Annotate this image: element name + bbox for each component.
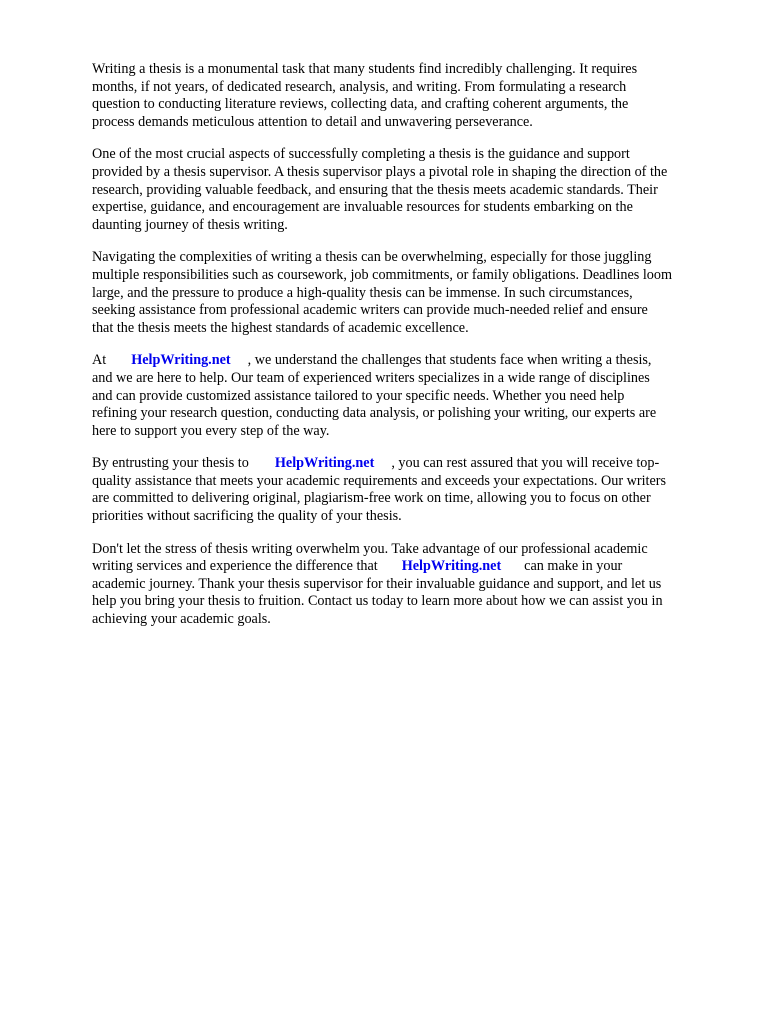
- text-line: here to support you every step of the way.: [92, 422, 330, 439]
- paragraph-at-helpwriting: [92, 352, 732, 440]
- text-line: that the thesis meets the highest standards of academic excellence.: [92, 319, 469, 336]
- text-fragment: , we understand the challenges that students face when writing a thesis,: [247, 352, 652, 369]
- text-line: Writing a thesis is a monumental task that many students find incredibly challenging. It requires: [92, 61, 638, 77]
- text-line: academic journey. Thank your thesis supervisor for their invaluable guidance and support, and let us: [92, 575, 662, 592]
- text-line: seeking assistance from professional academic writers can provide much-needed relief and ensure: [92, 302, 648, 319]
- text-line: Navigating the complexities of writing a thesis can be overwhelming, especially for those juggling: [92, 249, 652, 266]
- text-line: process demands meticulous attention to detail and unwavering perseverance.: [92, 113, 533, 130]
- text-fragment: , you can rest assured that you will receive top-: [391, 455, 660, 472]
- text-fragment: can make in your: [524, 558, 623, 575]
- text-line: priorities without sacrificing the quality of your thesis.: [92, 508, 402, 525]
- text-line: multiple responsibilities such as coursework, job commitments, or family obligations. Deadlines loom: [92, 266, 673, 283]
- text-line: provided by a thesis supervisor. A thesis supervisor plays a pivotal role in shaping the direction of the: [92, 163, 668, 180]
- text-line: daunting journey of thesis writing.: [92, 216, 288, 233]
- document-page: [92, 61, 732, 644]
- text-line: [92, 352, 732, 370]
- paragraph-complexities: [92, 249, 732, 337]
- text-line: months, if not years, of dedicated research, analysis, and writing. From formulating a research: [92, 78, 627, 95]
- text-line: question to conducting literature reviews, collecting data, and crafting coherent arguments, the: [92, 96, 629, 113]
- text-line: achieving your academic goals.: [92, 611, 271, 628]
- text-fragment: By entrusting your thesis to: [92, 455, 249, 472]
- paragraph-closing: [92, 541, 732, 629]
- text-line: help you bring your thesis to fruition. Contact us today to learn more about how we can assist you in: [92, 593, 663, 610]
- paragraph-intro: [92, 61, 732, 131]
- paragraph-supervisor: [92, 146, 732, 234]
- text-line: and can provide customized assistance tailored to your specific needs. Whether you need help: [92, 387, 625, 404]
- paragraph-entrusting: [92, 455, 732, 525]
- text-line: refining your research question, conducting data analysis, or polishing your writing, our experts are: [92, 405, 657, 422]
- text-line: Don't let the stress of thesis writing overwhelm you. Take advantage of our professional academic: [92, 540, 648, 557]
- text-line: expertise, guidance, and encouragement are invaluable resources for students embarking on the: [92, 199, 633, 216]
- text-line: and we are here to help. Our team of experienced writers specializes in a wide range of disciplines: [92, 369, 650, 386]
- helpwriting-link[interactable]: HelpWriting.net: [274, 455, 375, 472]
- text-line: quality assistance that meets your academic requirements and exceeds your expectations. Our writers: [92, 472, 666, 489]
- text-line: large, and the pressure to produce a high-quality thesis can be immense. In such circumstances,: [92, 284, 633, 301]
- text-line: [92, 455, 732, 473]
- text-line: research, providing valuable feedback, and ensuring that the thesis meets academic standards. Their: [92, 181, 658, 198]
- text-line: are committed to delivering original, plagiarism-free work on time, allowing you to focus on other: [92, 490, 651, 507]
- helpwriting-link[interactable]: HelpWriting.net: [401, 558, 502, 575]
- text-fragment: writing services and experience the difference that: [92, 558, 378, 575]
- text-fragment: At: [92, 352, 107, 369]
- text-line: [92, 558, 732, 576]
- text-line: One of the most crucial aspects of successfully completing a thesis is the guidance and support: [92, 146, 630, 163]
- helpwriting-link[interactable]: HelpWriting.net: [131, 352, 231, 369]
